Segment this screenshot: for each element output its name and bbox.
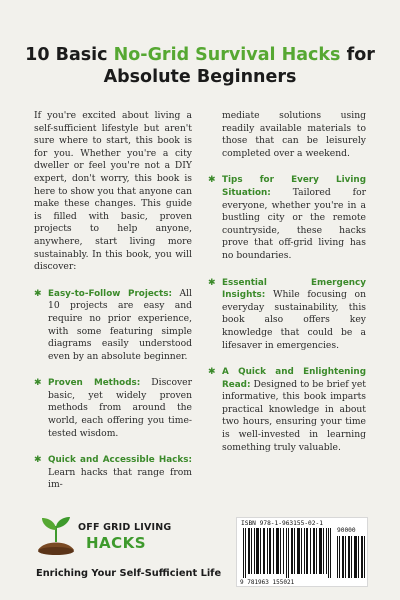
logo-line-2: HACKS [86, 534, 147, 552]
feature-item [208, 174, 366, 262]
feature-heading: Proven Methods: [48, 378, 141, 389]
feature-text: Learn hacks that range from im- [48, 466, 192, 491]
feature-item [34, 288, 192, 364]
feature-heading: A Quick and Enlightening Read: [222, 367, 366, 390]
feature-text: Designed to be brief yet informative, this book imparts practical knowledge in about two hours, ensuring your time is well-invested in learning something truly valuable. [222, 378, 366, 453]
feature-item [34, 377, 192, 440]
logo-line-1: OFF GRID LIVING [78, 522, 172, 533]
title-line-1 [0, 44, 400, 66]
right-column [208, 110, 366, 500]
publisher-logo [36, 516, 186, 564]
publisher-tagline: Enriching Your Self-Sufficient Life [36, 568, 222, 579]
left-column [34, 110, 192, 500]
intro-paragraph: If you're excited about living a self-sufficient lifestyle but aren't sure where to start, this book is for you. Whether you're a city dweller or feel you're not a DIY expert, don't worry, this book is here to show you that anyone can make these changes. This guide is filled with basic, proven projects to help anyone, anywhere, start living more sustainably. In this book, you will discover: [34, 110, 192, 273]
feature-text: Tailored for everyone, whether you're in a bustling city or the remote countryside, these hacks prove that off-grid living has no boundaries. [222, 186, 366, 261]
feature-heading: Quick and Accessible Hacks: [48, 455, 192, 466]
feature-heading: Easy-to-Follow Projects: [48, 288, 172, 299]
asterisk-bullet-icon: ✱ [34, 378, 42, 389]
feature-heading: Essential Emergency Insights: [222, 277, 366, 301]
feature-text: While focusing on everyday sustainability, this book also offers key knowledge that could be a lifesaver in emergencies. [222, 289, 366, 351]
feature-item [208, 277, 366, 353]
asterisk-bullet-icon: ✱ [208, 367, 216, 378]
feature-item [208, 366, 366, 454]
price-code: 90000 [337, 527, 356, 534]
price-barcode-icon [337, 536, 365, 578]
continuation-text: mediate solutions using readily available materials to those that can be leisurely completed over a weekend. [222, 110, 366, 159]
feature-heading: Tips for Every Living Situation: [222, 175, 366, 198]
isbn-text: ISBN 978-1-963155-02-1 [241, 520, 323, 527]
asterisk-bullet-icon: ✱ [208, 277, 216, 288]
asterisk-bullet-icon: ✱ [34, 455, 42, 466]
title-start: 10 Basic [25, 45, 114, 65]
feature-text: Discover basic, yet widely proven methods from around the world, each offering you time-tested wisdom. [48, 377, 192, 439]
title-accent: No-Grid Survival Hacks [113, 45, 341, 65]
asterisk-bullet-icon: ✱ [34, 288, 42, 299]
barcode-bars-icon [241, 528, 333, 578]
description-columns [34, 110, 366, 500]
sprout-logo-icon [36, 516, 76, 558]
feature-item [34, 454, 192, 492]
title-end: for [340, 45, 375, 65]
isbn-barcode [236, 517, 368, 587]
book-title [0, 44, 400, 88]
barcode-digits: 9 781963 155021 [240, 579, 295, 586]
title-line-2: Absolute Beginners [103, 67, 297, 87]
feature-text: All 10 projects are easy and require no prior experience, with some featuring simple diagrams easily understood even by an absolute beginner. [48, 287, 192, 362]
asterisk-bullet-icon: ✱ [208, 175, 216, 186]
